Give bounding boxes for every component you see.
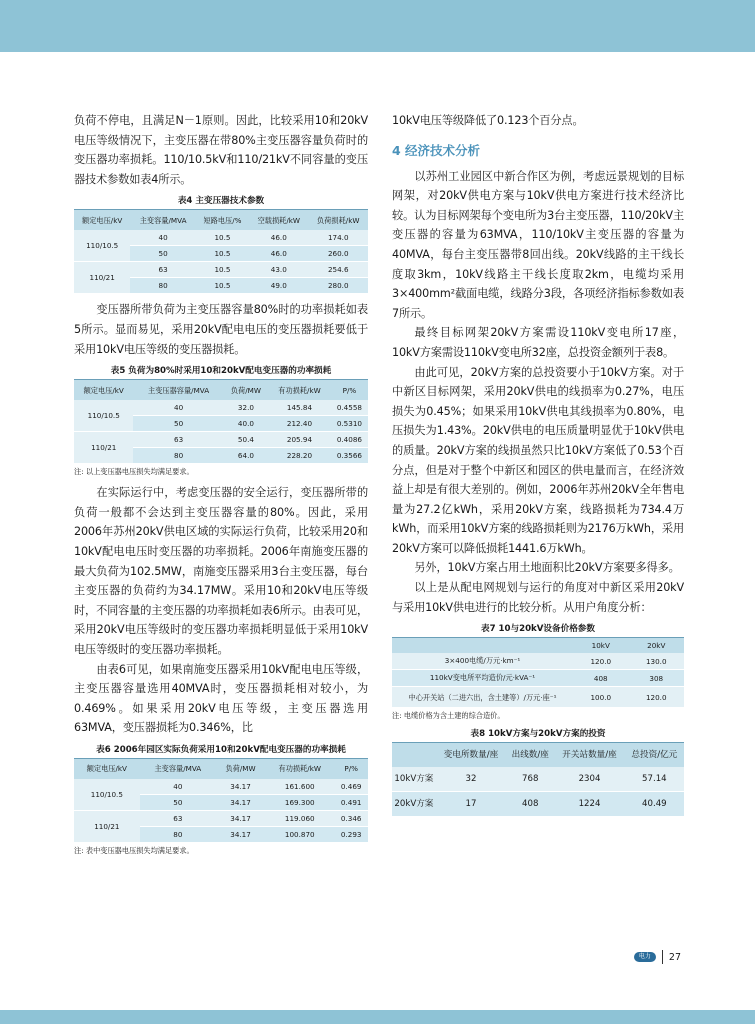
cell: 34.17 [216,779,265,795]
table-caption: 表5 负荷为80%时采用10和20kV配电变压器的功率损耗 [110,366,332,377]
col-header: 额定电压/kV [74,210,130,231]
col-header: 空载损耗/kW [249,210,308,231]
paragraph: 由此可见，20kV方案的总投资要小于10kV方案。对于中新区目标网架，采用20kV供电的线损率为0.27%，电压损失为0.45%；如果采用10kV供电其线损率为0.80%，电压损失为1.43%。20kV供电的电压质量明显优于10kV供电的质量。20kV方案的线损虽然只比10kV方案低了0.53个百分点，但是对于整个中新区和园区的供电量而言，在经济效益上却是有很大差别的。例如，2006年苏州20kV全年售电量为27.2亿kWh，采用20kV方案，线路损耗为734.4万kWh，而采用10kV方案的线路损耗则为2176万kWh，采用20kV方案可以降低损耗1441.6万kWh。 [392,365,684,555]
cell: 80 [130,278,195,294]
table-row [74,810,368,826]
col-header: 出线数/座 [506,743,554,768]
col-header: 负荷/MW [216,758,265,779]
col-header: 负荷/MW [224,380,268,401]
col-header: 有功损耗/kW [268,380,331,401]
col-header: 主变压器容量/MVA [133,380,223,401]
table-caption: 表7 10与20kV设备价格参数 [480,624,595,635]
right-column [392,111,684,817]
table-row [392,792,684,817]
cell: 50.4 [224,432,268,448]
cell: 40.0 [224,416,268,432]
cell: 100.870 [265,826,334,842]
cell: 119.060 [265,810,334,826]
cell: 49.0 [249,278,308,294]
col-header [392,638,573,654]
cell: 40 [133,400,223,416]
paragraph: 最终目标网架20kV方案需设110kV变电所17座，10kV方案需设110kV变电所32座，总投资金额列于表8。 [392,326,684,359]
cell: 145.84 [268,400,331,416]
cell: 46.0 [249,246,308,262]
group-cell: 110/21 [74,432,133,464]
paragraph: 以上是从配电网规划与运行的角度对中新区采用20kV与采用10kV供电进行的比较分析。从用户角度分析： [392,581,684,614]
row-label: 中心开关站（二进六出，含土建等）/万元·座⁻¹ [392,687,573,708]
table-row [74,432,368,448]
col-header: 主变容量/MVA [140,758,216,779]
table-row [392,670,684,687]
table-row [74,230,368,246]
cell: 768 [506,767,554,792]
cell: 43.0 [249,262,308,278]
cell: 50 [133,416,223,432]
cell: 408 [573,670,628,687]
col-header: 10kV [573,638,628,654]
cell: 308 [629,670,684,687]
group-cell: 110/10.5 [74,400,133,432]
cell: 161.600 [265,779,334,795]
cell: 174.0 [309,230,368,246]
top-band [0,0,755,52]
col-header: P/% [334,758,368,779]
cell: 0.491 [334,794,368,810]
col-header: 开关站数量/座 [554,743,624,768]
cell: 10.5 [196,278,249,294]
journal-logo: 电力 [634,952,656,962]
paragraph: 在实际运行中，考虑变压器的安全运行，变压器所带的负荷一般都不会达到主变压器容量的80%。因此，采用2006年苏州20kV供电区域的实际运行负荷，比较采用20和10kV配电电压时变压器的功率损耗。2006年南施变压器的最大负荷为102.5MW，南施变压器采用3台主变压器，每台主变压器的负荷约为34.17MW。采用10和20kV电压等级时，不同容量的主变压器的功率损耗如表6所示。由表可见，采用20kV电压等级时的变压器功率损耗明显低于采用10kV电压等级时的变压器功率损耗。 [74,486,368,656]
left-column [74,111,368,862]
table-row [74,400,368,416]
col-header: 额定电压/kV [74,758,140,779]
page-footer [634,950,681,964]
row-label: 110kV变电所平均造价/元·kVA⁻¹ [392,670,573,687]
col-header: 有功损耗/kW [265,758,334,779]
col-header: 主变容量/MVA [130,210,195,231]
table-row [392,687,684,708]
col-header: 短路电压/% [196,210,249,231]
cell: 34.17 [216,826,265,842]
paragraph: 由表6可见，如果南施变压器采用10kV配电电压等级，主变压器容量选用40MVA时，变压器损耗相对较小，为0.469%。如果采用20kV电压等级，主变压器选用63MVA，变压器损耗为0.346%，比 [74,662,368,735]
cell: 57.14 [625,767,684,792]
table-row [74,779,368,795]
table-caption: 表8 10kV方案与20kV方案的投资 [470,729,606,740]
cell: 254.6 [309,262,368,278]
table-note: 注: 电缆价格为含土建的综合造价。 [392,711,505,721]
cell: 205.94 [268,432,331,448]
paragraph: 以苏州工业园区中新合作区为例，考虑远景规划的目标网架，对20kV供电方案与10kV供电方案进行技术经济比较。认为目标网架每个变电所为3台主变压器，110/20kV主变压器的容量为63MVA，110/10kV主变压器的容量为40MVA，每台主变压器带8回出线。20kV线路的主干线长度取3km，10kV线路主干线长度取2km，电缆均采用3×400mm²截面电缆，线路分3段，各项经济指标参数如表7所示。 [392,169,684,320]
table-6 [74,758,368,843]
cell: 32.0 [224,400,268,416]
cell: 64.0 [224,448,268,464]
cell: 34.17 [216,794,265,810]
cell: 0.346 [334,810,368,826]
cell: 50 [140,794,216,810]
cell: 0.3566 [331,448,368,464]
cell: 169.300 [265,794,334,810]
cell: 46.0 [249,230,308,246]
table-5 [74,379,368,464]
cell: 100.0 [573,687,628,708]
cell: 120.0 [573,653,628,670]
cell: 10.5 [196,230,249,246]
cell: 40 [130,230,195,246]
table-note: 注: 以上变压器电压损失均满足要求。 [74,467,194,477]
table-4 [74,209,368,294]
cell: 34.17 [216,810,265,826]
cell: 120.0 [629,687,684,708]
cell: 228.20 [268,448,331,464]
cell: 0.469 [334,779,368,795]
cell: 0.4086 [331,432,368,448]
group-cell: 110/21 [74,810,140,842]
col-header: P/% [331,380,368,401]
divider [662,950,663,964]
cell: 63 [140,810,216,826]
col-header: 负荷损耗/kW [309,210,368,231]
cell: 40 [140,779,216,795]
row-label: 10kV方案 [392,767,436,792]
cell: 408 [506,792,554,817]
cell: 0.5310 [331,416,368,432]
table-caption: 表6 2006年园区实际负荷采用10和20kV配电变压器的功率损耗 [96,744,346,755]
cell: 130.0 [629,653,684,670]
table-7 [392,637,684,708]
paragraph: 负荷不停电，且满足N－1原则。因此，比较采用10和20kV电压等级情况下，主变压器在带80%主变压器容量负荷时的变压器功率损耗。110/10.5kV和110/21kV不同容量的变压器技术参数如表4所示。 [74,114,368,186]
col-header: 变电所数量/座 [436,743,506,768]
cell: 80 [133,448,223,464]
table-row [392,767,684,792]
cell: 63 [130,262,195,278]
cell: 40.49 [625,792,684,817]
cell: 17 [436,792,506,817]
cell: 50 [130,246,195,262]
col-header: 20kV [629,638,684,654]
cell: 63 [133,432,223,448]
cell: 1224 [554,792,624,817]
cell: 280.0 [309,278,368,294]
paragraph: 另外，10kV方案占用土地面积比20kV方案要多得多。 [414,561,680,575]
col-header: 总投资/亿元 [625,743,684,768]
table-row [392,653,684,670]
cell: 0.4558 [331,400,368,416]
cell: 0.293 [334,826,368,842]
row-label: 3×400电缆/万元·km⁻¹ [392,653,573,670]
cell: 10.5 [196,246,249,262]
col-header [392,743,436,768]
cell: 2304 [554,767,624,792]
cell: 10.5 [196,262,249,278]
bottom-band [0,1010,755,1024]
cell: 32 [436,767,506,792]
page-number: 27 [668,951,681,963]
paragraph: 10kV电压等级降低了0.123个百分点。 [392,114,584,127]
table-8 [392,742,684,817]
section-heading: 4 经济技术分析 [392,142,481,158]
table-row [74,262,368,278]
group-cell: 110/10.5 [74,230,130,262]
group-cell: 110/21 [74,262,130,294]
row-label: 20kV方案 [392,792,436,817]
cell: 80 [140,826,216,842]
table-note: 注: 表中变压器电压损失均满足要求。 [74,845,194,855]
group-cell: 110/10.5 [74,779,140,811]
table-caption: 表4 主变压器技术参数 [177,196,265,207]
paragraph: 变压器所带负荷为主变压器容量80%时的功率损耗如表5所示。显而易见，采用20kV配电电压的变压器损耗要低于采用10kV电压等级的变压器损耗。 [74,303,368,356]
cell: 212.40 [268,416,331,432]
col-header: 额定电压/kV [74,380,133,401]
cell: 260.0 [309,246,368,262]
